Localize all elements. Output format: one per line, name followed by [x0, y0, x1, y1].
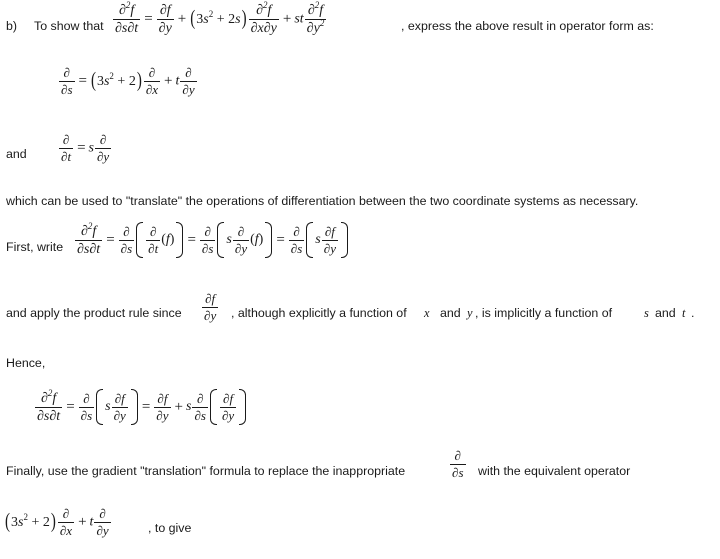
- intro-lead-text: To show that: [34, 19, 104, 33]
- product-rule-end: .: [691, 306, 695, 320]
- finally-after: with the equivalent operator: [478, 464, 631, 478]
- product-rule-and1: and: [440, 306, 461, 320]
- hence-equation: $\frac{\partial^2f}{\partial s\partial t}$ = $\frac{\partial}{\partial s}$ s $\frac{\partial f}{\partial y}$ = $\frac{\partial f}{\partial y}$ + s $\frac{\partial}{\partial s}$ $\frac{\partial f}{\partial y}$: [34, 389, 247, 425]
- var-s: s: [644, 306, 649, 320]
- var-y: y: [467, 306, 473, 320]
- part-label: b): [6, 19, 18, 33]
- and-label: and: [6, 147, 27, 161]
- intro-equation: $\frac{\partial^2f}{\partial s\partial t}$ = $\frac{\partial f}{\partial y}$ + $(3s^2 + 2s)$ $\frac{\partial^2f}{\partial x\partial y}$ + st $\frac{\partial^2f}{\partial y^2}$: [115, 0, 325, 36]
- product-rule-middle: , although explicitly a function of: [231, 306, 407, 320]
- product-rule-and2: and: [655, 306, 676, 320]
- var-t: t: [682, 306, 686, 320]
- first-write-equation: $\frac{\partial^2f}{\partial s\partial t}$ = $\frac{\partial}{\partial s}$ $\frac{\partial}{\partial t}$ (f) = $\frac{\partial}{\partial s}$ s $\frac{\partial}{\partial y}$ (f) = $\frac{\partial}{\partial s}$ s $\frac{\partial f}{\partial y}$: [74, 222, 349, 258]
- product-rule-after: , is implicitly a function of: [475, 306, 613, 320]
- product-rule-df-dy: $\frac{\partial f}{\partial y}$: [204, 291, 217, 323]
- var-x: x: [424, 306, 430, 320]
- to-give-text: , to give: [148, 521, 192, 535]
- final-operator-equation: $(3s^2 + 2)$ $\frac{\partial}{\partial x}$ + t $\frac{\partial}{\partial y}$: [5, 506, 109, 538]
- finally-d-ds: $\frac{\partial}{\partial s}$: [452, 448, 464, 480]
- translate-note: which can be used to "translate" the operations of differentiation between the two coordinate systems as necessary.: [6, 194, 639, 208]
- operator-dt-equation: $\frac{\partial}{\partial t}$ = s $\frac{\partial}{\partial y}$: [61, 132, 110, 164]
- intro-tail-text: , express the above result in operator form as:: [401, 19, 654, 33]
- hence-text: Hence,: [6, 356, 46, 370]
- product-rule-before: and apply the product rule since: [6, 306, 182, 320]
- operator-ds-equation: $\frac{\partial}{\partial s}$ = $(3s^2 + 2)$ $\frac{\partial}{\partial x}$ + t $\frac{\partial}{\partial y}$: [61, 65, 195, 97]
- finally-before: Finally, use the gradient "translation" formula to replace the inappropriate: [6, 464, 406, 478]
- first-write-text: First, write: [6, 240, 64, 254]
